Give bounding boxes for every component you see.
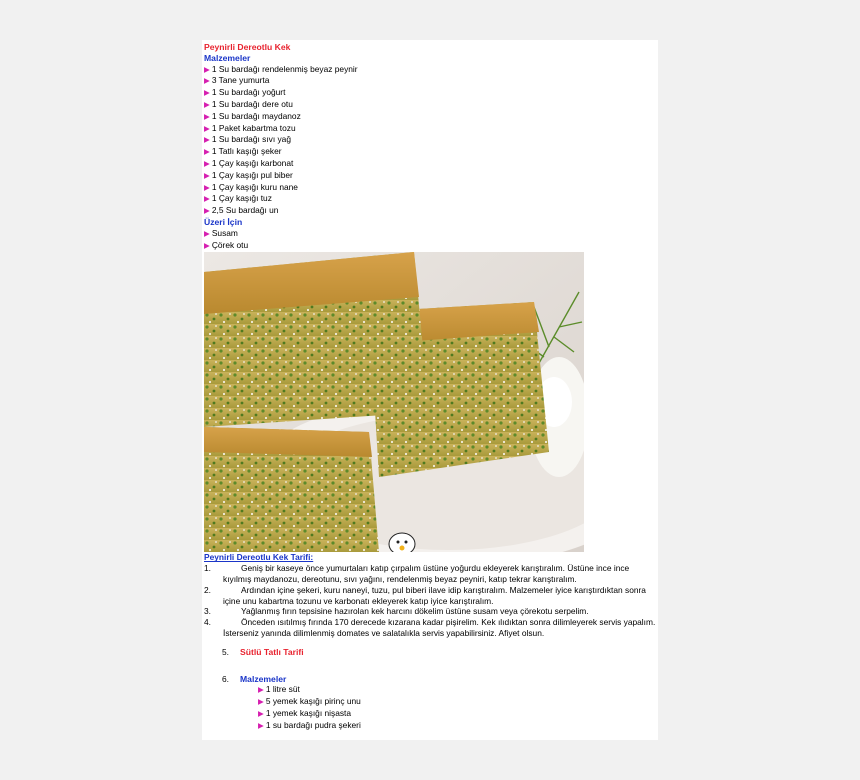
triangle-bullet-icon: ▶	[204, 228, 210, 238]
method-steps	[204, 563, 656, 639]
document-content	[204, 42, 656, 732]
list-item: ▶ 3 Tane yumurta	[204, 75, 270, 86]
triangle-bullet-icon: ▶	[204, 147, 210, 157]
list-item: ▶ 1 Su bardağı maydanoz	[204, 110, 301, 121]
list-item: ▶ 1 Su bardağı rendelenmiş beyaz peynir	[204, 63, 358, 74]
list-item: ▶ 1 Çay kaşığı karbonat	[204, 157, 294, 168]
triangle-bullet-icon: ▶	[204, 64, 210, 74]
list-item: ▶ 2,5 Su bardağı un	[204, 205, 279, 216]
triangle-bullet-icon: ▶	[204, 135, 210, 145]
ingredients-heading: Malzemeler	[204, 52, 251, 63]
list-item: ▶ 1 litre süt	[258, 684, 300, 695]
list-item: 4. Önceden ısıtılmış fırında 170 derecede kızarana kadar pişirelim. Kek ılıdıktan sonra dilimleyerek servis yapalım. İsterseniz yanında dilimlenmiş domates ve salatalıkla servis yapabilirsiniz. Afiyet olsun.	[204, 617, 656, 638]
triangle-bullet-icon: ▶	[204, 123, 210, 133]
topping-heading: Üzeri İçin	[204, 216, 243, 227]
triangle-bullet-icon: ▶	[258, 685, 264, 695]
list-item: ▶ Susam	[204, 227, 238, 238]
cake-photo	[204, 252, 584, 552]
next-recipe-title: Sütlü Tatlı Tarifi	[240, 646, 304, 657]
list-item: ▶ 1 Tatlı kaşığı şeker	[204, 146, 282, 157]
triangle-bullet-icon: ▶	[204, 240, 210, 250]
list-item: ▶ 1 Çay kaşığı tuz	[204, 193, 272, 204]
triangle-bullet-icon: ▶	[204, 111, 210, 121]
ingredient-list	[204, 64, 656, 217]
list-item: ▶ 1 Su bardağı yoğurt	[204, 87, 286, 98]
next-ingredients-heading: Malzemeler	[240, 673, 287, 684]
triangle-bullet-icon: ▶	[258, 720, 264, 730]
recipe-title: Peynirli Dereotlu Kek	[204, 42, 291, 52]
triangle-bullet-icon: ▶	[258, 708, 264, 718]
list-item: ▶ 1 su bardağı pudra şekeri	[258, 719, 361, 730]
triangle-bullet-icon: ▶	[204, 76, 210, 86]
triangle-bullet-icon: ▶	[204, 88, 210, 98]
list-item: ▶ 1 Çay kaşığı kuru nane	[204, 181, 298, 192]
triangle-bullet-icon: ▶	[204, 99, 210, 109]
list-item: 2. Ardından içine şekeri, kuru naneyi, tuzu, pul biberi ilave idip karıştıralım. Malzemeler iyice karıştırdıktan sonra içine unu kabartma tozunu ve karbonatı ekleyerek katıp iyice karıştıralım.	[204, 584, 646, 606]
triangle-bullet-icon: ▶	[204, 206, 210, 216]
document-page	[202, 40, 658, 740]
list-item: ▶ 1 Paket kabartma tozu	[204, 122, 296, 133]
list-item: 3. Yağlanmış fırın tepsisine hazırolan kek harcını dökelim üstüne susam veya çörekotu serpelim.	[204, 606, 589, 617]
triangle-bullet-icon: ▶	[204, 170, 210, 180]
triangle-bullet-icon: ▶	[204, 182, 210, 192]
triangle-bullet-icon: ▶	[204, 158, 210, 168]
list-item: 6. Malzemeler	[222, 673, 287, 684]
list-item: 5. Sütlü Tatlı Tarifi	[222, 646, 304, 657]
method-heading-link[interactable]: Peynirli Dereotlu Kek Tarifi:	[204, 552, 314, 563]
list-item: ▶ 5 yemek kaşığı pirinç unu	[258, 696, 361, 707]
next-recipe	[222, 647, 656, 732]
triangle-bullet-icon: ▶	[204, 194, 210, 204]
list-item: 1. Geniş bir kaseye önce yumurtaları katıp çırpalım üstüne yoğurdu ekleyerek karıştıralım. Üstüne ince ince kıyılmış maydanozu, dereotunu, sıvı yağını, rendelenmiş beyaz peyniri, katıp tekrar karıştıralım.	[204, 563, 630, 584]
topping-list	[204, 228, 656, 252]
triangle-bullet-icon: ▶	[258, 697, 264, 707]
list-item: ▶ Çörek otu	[204, 239, 249, 250]
list-item: ▶ 1 Su bardağı sıvı yağ	[204, 134, 291, 145]
list-item: ▶ 1 yemek kaşığı nişasta	[258, 707, 352, 718]
next-ingredient-list	[258, 684, 656, 731]
list-item: ▶ 1 Su bardağı dere otu	[204, 98, 293, 109]
list-item: ▶ 1 Çay kaşığı pul biber	[204, 169, 293, 180]
